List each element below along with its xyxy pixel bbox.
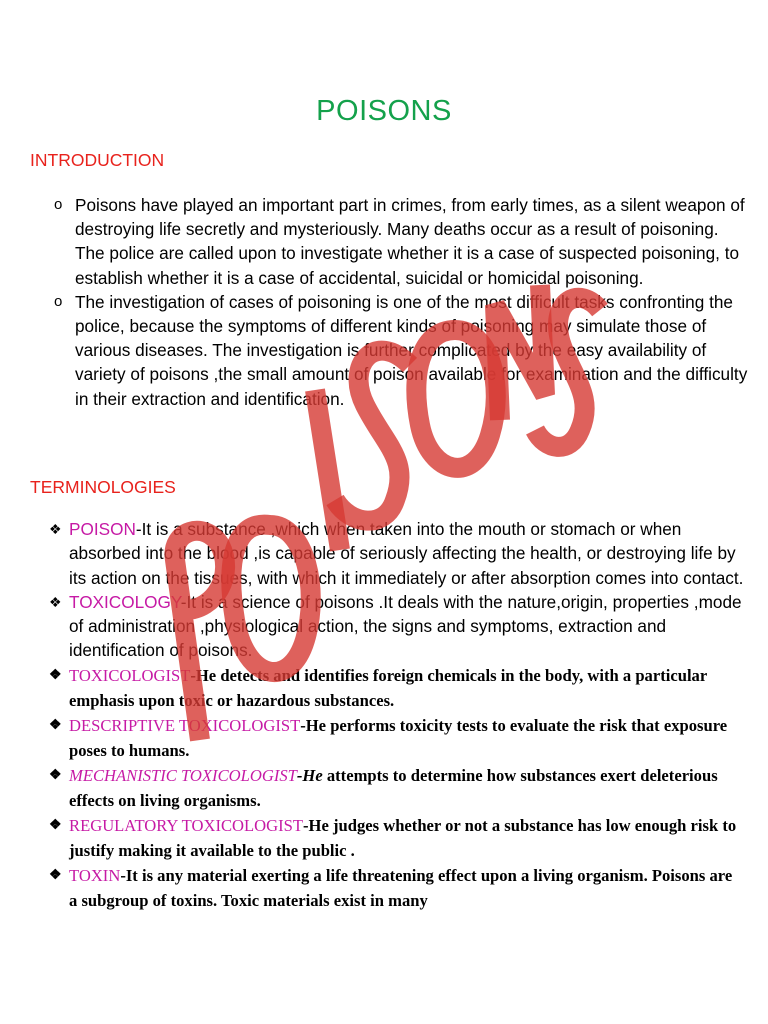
terminologies-heading: TERMINOLOGIES [30,477,176,497]
list-item [0,713,768,763]
list-item [0,663,768,713]
term-label: TOXICOLOGIST [69,665,191,685]
term-label: MECHANISTIC TOXICOLOGIST [69,765,297,785]
list-item [0,193,768,290]
term-definition: -He detects and identifies foreign chemicals in the body, with a particular emphasis upon toxic or hazardous substances. [69,665,707,710]
term-definition: -He judges whether or not a substance has low enough risk to justify making it available to the public . [69,815,737,860]
list-item [0,517,768,590]
intro-paragraph: Poisons have played an important part in crimes, from early times, as a silent weapon of destroying life secretly and mysteriously. Many deaths occur as a result of poisoning. The police are called upon to investigate whether it is a case of suspected poisoning, to establish whether it is a case of accidental, suicidal or homicidal poisoning. [75,195,745,288]
terminologies-list [0,517,768,913]
list-item [0,763,768,813]
term-definition: attempts to determine how substances exert deleterious effects on living organisms. [69,765,718,810]
diamond-bullet-icon: ❖ [49,867,62,883]
term-label: TOXICOLOGY [69,591,181,612]
diamond-bullet-icon: ❖ [49,817,62,833]
circle-bullet-icon: o [54,292,63,310]
diamond-bullet-icon: ❖ [49,521,62,537]
diamond-bullet-icon: ❖ [49,767,62,783]
term-definition: -He performs toxicity tests to evaluate the risk that exposure poses to humans. [69,715,728,760]
diamond-bullet-icon: ❖ [49,667,62,683]
term-definition-lead: -He [296,765,323,785]
term-definition: -It is a substance ,which when taken into the mouth or stomach or when absorbed into the blood ,is capable of seriously affecting the health, or destroying life by its action on the tissues, with which it immediately or after absorption comes into contact. [69,519,744,588]
term-definition: -It is any material exerting a life threatening effect upon a living organism. Poisons are a subgroup of toxins. Toxic materials exist in many [69,865,733,910]
term-label: REGULATORY TOXICOLOGIST [69,815,304,835]
term-label: DESCRIPTIVE TOXICOLOGIST [69,715,301,735]
list-item [0,590,768,663]
term-label: TOXIN [69,865,121,885]
list-item [0,813,768,863]
page-title: POISONS [316,95,452,127]
list-item [0,863,768,913]
list-item [0,290,768,411]
diamond-bullet-icon: ❖ [49,717,62,733]
diamond-bullet-icon: ❖ [49,593,62,610]
intro-paragraph: The investigation of cases of poisoning is one of the most difficult tasks confronting the police, because the symptoms of different kinds of poisoning may simulate those of various diseases. The investigation is further complicated by the easy availability of variety of poisons ,the small amount of poison available for examination and the difficulty in their extraction and identification. [75,291,748,409]
introduction-heading: INTRODUCTION [30,150,165,170]
term-definition: -It is a science of poisons .It deals with the nature,origin, properties ,mode of administration ,physiological action, the signs and symptoms, extraction and identification of poisons. [69,591,742,661]
introduction-list [0,193,768,411]
circle-bullet-icon: o [54,196,63,213]
term-label: POISON [69,519,136,539]
